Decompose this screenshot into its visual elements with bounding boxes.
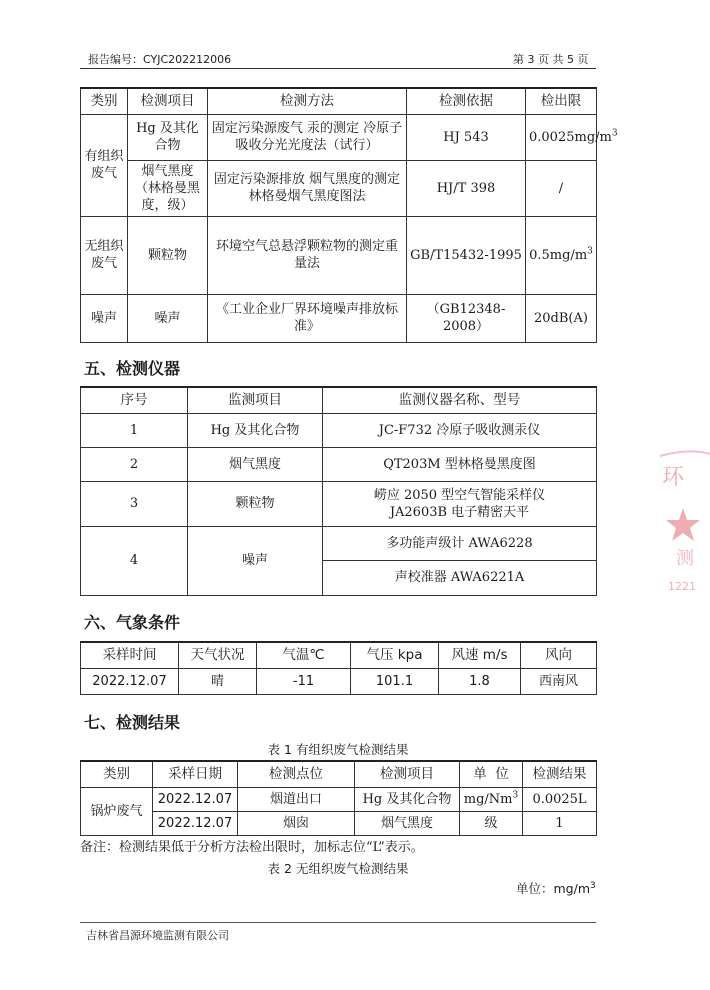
category-cell: 锅炉废气 [81,787,153,835]
instrument-table [80,386,597,596]
seal-char: 环 [662,465,685,490]
col-header-unit: 单 位 [460,761,523,787]
temp-cell: -11 [257,668,351,694]
table-row [81,481,597,526]
point-cell: 烟道出口 [238,787,355,811]
col-header-windspeed: 风速 m/s [439,642,521,668]
instrument-cell: 声校准器 AWA6221A [323,560,597,595]
seal-number: 1221 [668,580,696,593]
col-header-result: 检测结果 [523,761,597,787]
method-table [80,87,618,343]
seal-char: 测 [676,548,694,569]
results-table-1 [80,760,597,836]
unit-cell: 级 [460,811,523,835]
col-header-item: 检测项目 [355,761,460,787]
basis-cell: （GB12348-2008） [407,294,526,342]
item-cell: 噪声 [188,526,323,595]
section-title-weather: 六、气象条件 [84,613,181,632]
unit-label: 单位：$mg/m^3$ [516,880,596,896]
table-row [81,114,597,160]
item-cell: 颗粒物 [128,216,208,294]
unit-cell: mg/Nm$^3$ [460,787,523,811]
company-name: 吉林省昌源环境监测有限公司 [86,929,229,942]
no-cell: 3 [81,481,188,526]
date-cell: 2022.12.07 [153,811,238,835]
instrument-line: JA2603B 电子精密天平 [389,504,530,520]
no-cell: 2 [81,447,188,481]
section-title-results: 七、检测结果 [84,713,181,732]
pressure-cell: 101.1 [351,668,439,694]
instrument-cell: 多功能声级计 AWA6228 [323,526,597,560]
table-row [81,668,597,694]
item-cell: 噪声 [128,294,208,342]
weather-table [80,641,597,695]
table-row [81,413,597,447]
table-row [81,787,597,811]
col-header-limit: 检出限 [526,88,597,114]
header-rule [80,68,596,69]
instrument-cell [323,481,597,526]
col-header-item: 检测项目 [128,88,208,114]
col-header-time: 采样时间 [81,642,179,668]
method-cell: 固定污染源排放 烟气黑度的测定 林格曼烟气黑度图法 [208,160,407,216]
method-cell: 固定污染源废气 汞的测定 冷原子吸收分光光度法（试行） [208,114,407,160]
table-row [81,216,597,294]
section-title-instruments: 五、检测仪器 [84,359,181,378]
item-cell: 烟气黑度（林格曼黑度，级） [128,160,208,216]
seal-star-icon [666,508,700,541]
footer-rule [80,922,596,923]
item-cell: Hg 及其化合物 [188,413,323,447]
winddir-cell: 西南风 [521,668,597,694]
result-cell: 0.0025L [523,787,597,811]
date-cell: 2022.12.07 [153,787,238,811]
col-header-temp: 气温℃ [257,642,351,668]
col-header-basis: 检测依据 [407,88,526,114]
item-cell: Hg 及其化合物 [355,787,460,811]
time-cell: 2022.12.07 [81,668,179,694]
table-row [81,526,597,560]
table-row [81,294,597,342]
method-cell: 环境空气总悬浮颗粒物的测定重量法 [208,216,407,294]
col-header-winddir: 风向 [521,642,597,668]
limit-cell: 20dB(A) [526,294,597,342]
no-cell: 1 [81,413,188,447]
item-cell: 烟气黑度 [355,811,460,835]
table2-caption: 表 2 无组织废气检测结果 [267,861,409,876]
basis-cell: HJ/T 398 [407,160,526,216]
limit-cell: / [526,160,597,216]
col-header-pressure: 气压 kpa [351,642,439,668]
windspeed-cell: 1.8 [439,668,521,694]
page-info: 第 3 页 共 5 页 [513,53,589,66]
col-header-point: 检测点位 [238,761,355,787]
category-cell: 噪声 [81,294,128,342]
item-cell: 烟气黑度 [188,447,323,481]
table-row [81,811,597,835]
col-header-date: 采样日期 [153,761,238,787]
instrument-cell: QT203M 型林格曼黑度图 [323,447,597,481]
category-cell: 无组织废气 [81,216,128,294]
col-header-instrument: 监测仪器名称、型号 [323,387,597,413]
instrument-line: 崂应 2050 型空气智能采样仪 [373,487,546,503]
note: 备注：检测结果低于分析方法检出限时，加标志位“L”表示。 [80,840,424,855]
report-number: 报告编号：CYJC202212006 [88,53,232,66]
instrument-cell: JC-F732 冷原子吸收测汞仪 [323,413,597,447]
col-header-no: 序号 [81,387,188,413]
seal-stamp-fragment [650,448,710,598]
table-row [81,447,597,481]
category-cell: 有组织废气 [81,114,128,216]
col-header-category: 类别 [81,88,128,114]
basis-cell: HJ 543 [407,114,526,160]
method-cell: 《工业企业厂界环境噪声排放标准》 [208,294,407,342]
item-cell: Hg 及其化合物 [128,114,208,160]
basis-cell: GB/T15432-1995 [407,216,526,294]
col-header-category: 类别 [81,761,153,787]
weather-cell: 晴 [179,668,257,694]
no-cell: 4 [81,526,188,595]
limit-cell: $0.5mg/m^3$ [526,216,597,294]
item-cell: 颗粒物 [188,481,323,526]
table-row [81,160,597,216]
col-header-method: 检测方法 [208,88,407,114]
col-header-item: 监测项目 [188,387,323,413]
result-cell: 1 [523,811,597,835]
table1-caption: 表 1 有组织废气检测结果 [267,742,409,757]
col-header-weather: 天气状况 [179,642,257,668]
point-cell: 烟囱 [238,811,355,835]
limit-cell: $0.0025mg/m^3$ [526,114,597,160]
